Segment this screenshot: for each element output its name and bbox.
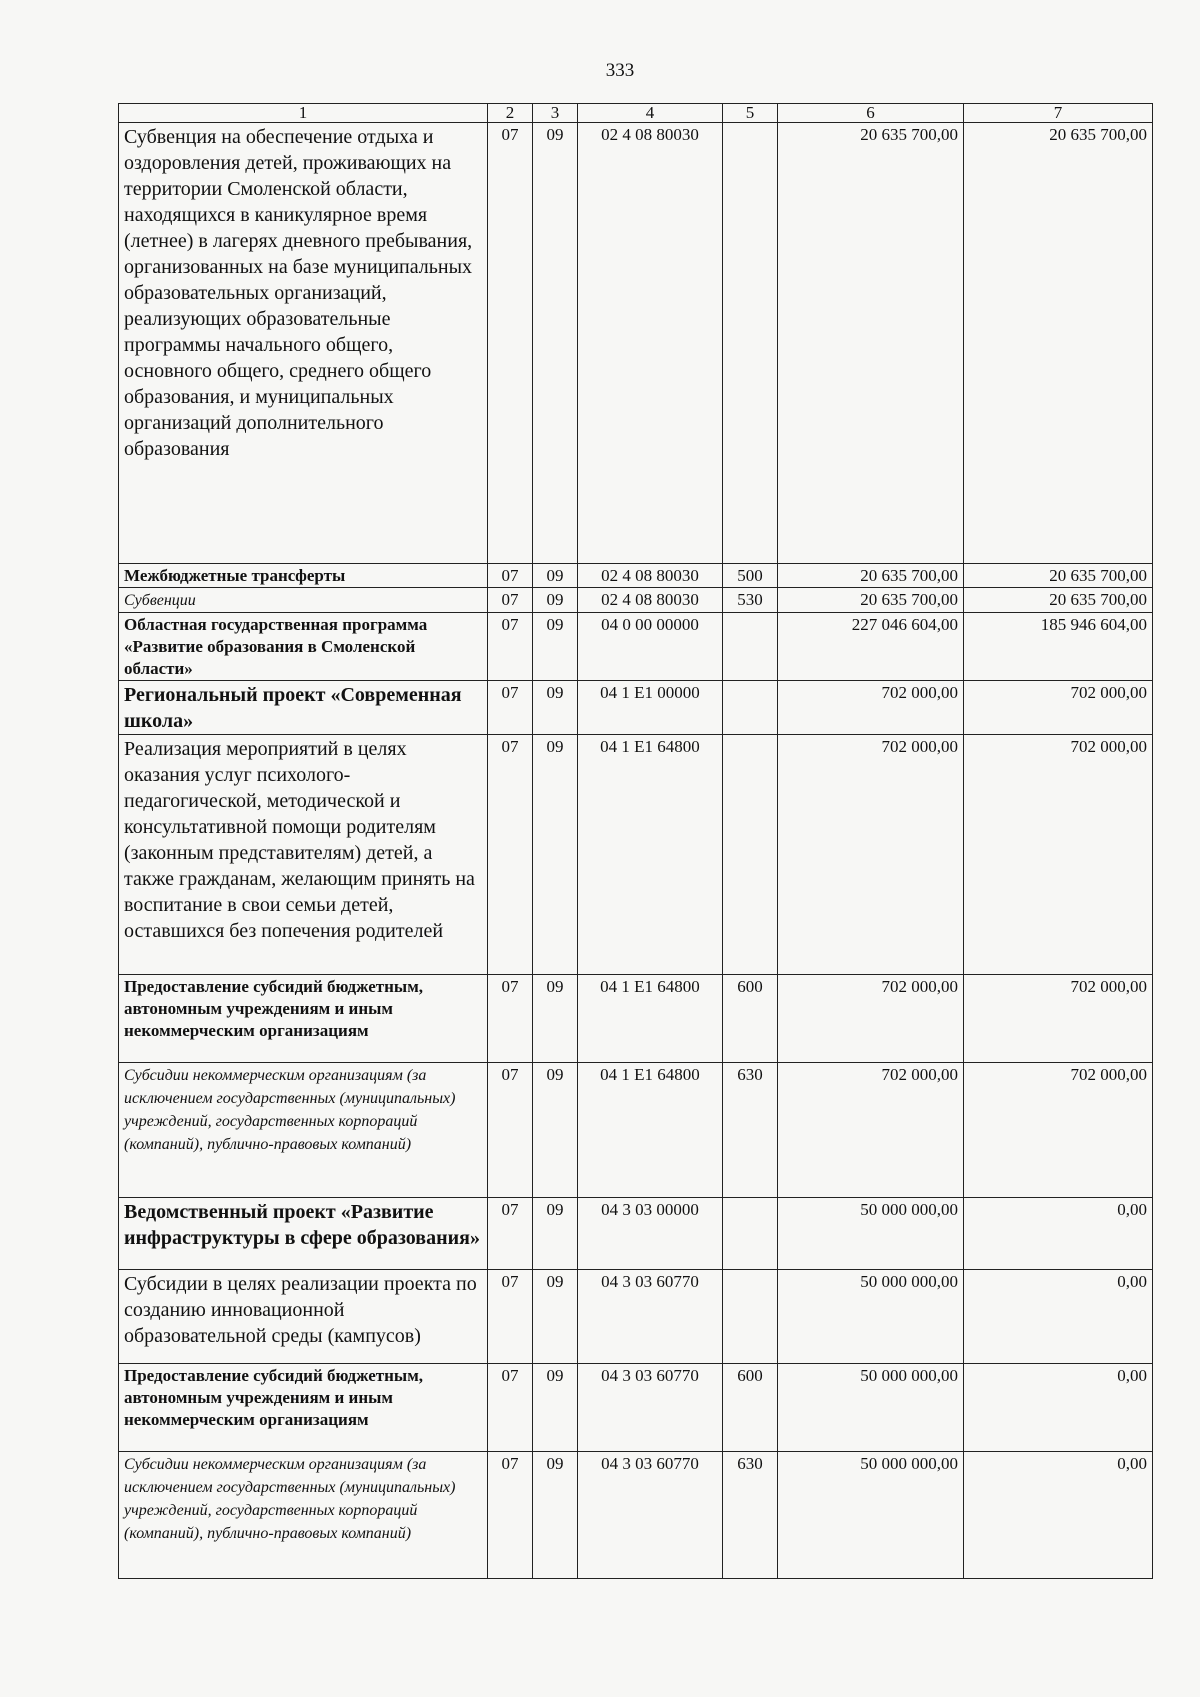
expense-type-cell: 600 [723, 1364, 778, 1452]
row-name-cell: Областная государственная программа «Развитие образования в Смоленской области» [119, 613, 488, 681]
target-article-cell: 04 3 03 60770 [578, 1452, 723, 1579]
subsection-code-cell: 09 [533, 564, 578, 588]
target-article-cell: 04 1 Е1 64800 [578, 735, 723, 975]
row-name-cell: Субсидии в целях реализации проекта по созданию инновационной образовательной среды (кампусов) [119, 1270, 488, 1364]
subsection-code-cell: 09 [533, 1063, 578, 1198]
row-name-cell: Субсидии некоммерческим организациям (за исключением государственных (муниципальных) учреждений, государственных корпораций (компаний), публично-правовых компаний) [119, 1452, 488, 1579]
header-col-2: 2 [488, 104, 533, 123]
target-article-cell: 04 1 Е1 64800 [578, 975, 723, 1063]
target-article-cell: 04 3 03 60770 [578, 1364, 723, 1452]
target-article-cell: 04 0 00 00000 [578, 613, 723, 681]
section-code-cell: 07 [488, 564, 533, 588]
header-col-1: 1 [119, 104, 488, 123]
section-code-cell: 07 [488, 1452, 533, 1579]
header-col-3: 3 [533, 104, 578, 123]
amount-year1-cell: 50 000 000,00 [778, 1270, 964, 1364]
section-code-cell: 07 [488, 681, 533, 735]
amount-year1-cell: 20 635 700,00 [778, 123, 964, 564]
amount-year2-cell: 185 946 604,00 [964, 613, 1153, 681]
section-code-cell: 07 [488, 1063, 533, 1198]
amount-year2-cell: 20 635 700,00 [964, 588, 1153, 613]
amount-year1-cell: 702 000,00 [778, 975, 964, 1063]
header-col-7: 7 [964, 104, 1153, 123]
page-number: 333 [605, 60, 635, 81]
table-row [119, 123, 1153, 564]
section-code-cell: 07 [488, 735, 533, 975]
target-article-cell: 04 3 03 60770 [578, 1270, 723, 1364]
section-code-cell: 07 [488, 1364, 533, 1452]
subsection-code-cell: 09 [533, 975, 578, 1063]
subsection-code-cell: 09 [533, 588, 578, 613]
row-name-cell: Предоставление субсидий бюджетным, автономным учреждениям и иным некоммерческим организациям [119, 975, 488, 1063]
expense-type-cell: 600 [723, 975, 778, 1063]
row-name-cell: Реализация мероприятий в целях оказания услуг психолого-педагогической, методической и консультативной помощи родителям (законным представителям) детей, а также гражданам, желающим принять на воспитание в свои семьи детей, оставшихся без попечения родителей [119, 735, 488, 975]
subsection-code-cell: 09 [533, 1364, 578, 1452]
expense-type-cell: 630 [723, 1063, 778, 1198]
row-name-cell: Субвенции [119, 588, 488, 613]
section-code-cell: 07 [488, 613, 533, 681]
subsection-code-cell: 09 [533, 681, 578, 735]
header-col-4: 4 [578, 104, 723, 123]
table-row [119, 588, 1153, 613]
row-name-cell: Ведомственный проект «Развитие инфраструктуры в сфере образования» [119, 1198, 488, 1270]
target-article-cell: 02 4 08 80030 [578, 588, 723, 613]
row-name-cell: Субсидии некоммерческим организациям (за исключением государственных (муниципальных) учреждений, государственных корпораций (компаний), публично-правовых компаний) [119, 1063, 488, 1198]
section-code-cell: 07 [488, 975, 533, 1063]
table-row [119, 681, 1153, 735]
section-code-cell: 07 [488, 1270, 533, 1364]
amount-year2-cell: 20 635 700,00 [964, 564, 1153, 588]
amount-year1-cell: 702 000,00 [778, 1063, 964, 1198]
amount-year2-cell: 702 000,00 [964, 975, 1153, 1063]
row-name-cell: Субвенция на обеспечение отдыха и оздоровления детей, проживающих на территории Смоленской области, находящихся в каникулярное время (летнее) в лагерях дневного пребывания, организованных на базе муниципальных образовательных организаций, реализующих образовательные программы начального общего, основного общего, среднего общего образования, и муниципальных организаций дополнительного образования [119, 123, 488, 564]
expense-type-cell [723, 681, 778, 735]
header-col-5: 5 [723, 104, 778, 123]
table-row [119, 1364, 1153, 1452]
table-row [119, 1452, 1153, 1579]
amount-year2-cell: 20 635 700,00 [964, 123, 1153, 564]
amount-year1-cell: 702 000,00 [778, 735, 964, 975]
amount-year2-cell: 702 000,00 [964, 735, 1153, 975]
amount-year2-cell: 0,00 [964, 1452, 1153, 1579]
row-name-cell: Предоставление субсидий бюджетным, автономным учреждениям и иным некоммерческим организациям [119, 1364, 488, 1452]
amount-year1-cell: 20 635 700,00 [778, 588, 964, 613]
amount-year2-cell: 702 000,00 [964, 1063, 1153, 1198]
table-row [119, 564, 1153, 588]
table-row [119, 613, 1153, 681]
table-row [119, 1270, 1153, 1364]
section-code-cell: 07 [488, 588, 533, 613]
row-name-cell: Региональный проект «Современная школа» [119, 681, 488, 735]
amount-year1-cell: 20 635 700,00 [778, 564, 964, 588]
table-body [119, 104, 1153, 1579]
amount-year1-cell: 227 046 604,00 [778, 613, 964, 681]
amount-year2-cell: 0,00 [964, 1364, 1153, 1452]
subsection-code-cell: 09 [533, 1198, 578, 1270]
subsection-code-cell: 09 [533, 613, 578, 681]
amount-year1-cell: 50 000 000,00 [778, 1198, 964, 1270]
amount-year2-cell: 702 000,00 [964, 681, 1153, 735]
target-article-cell: 04 1 Е1 00000 [578, 681, 723, 735]
table-row [119, 1198, 1153, 1270]
subsection-code-cell: 09 [533, 1452, 578, 1579]
row-name-cell: Межбюджетные трансферты [119, 564, 488, 588]
subsection-code-cell: 09 [533, 1270, 578, 1364]
expense-type-cell: 630 [723, 1452, 778, 1579]
expense-type-cell [723, 735, 778, 975]
amount-year2-cell: 0,00 [964, 1270, 1153, 1364]
expense-type-cell: 530 [723, 588, 778, 613]
section-code-cell: 07 [488, 123, 533, 564]
amount-year1-cell: 50 000 000,00 [778, 1452, 964, 1579]
amount-year2-cell: 0,00 [964, 1198, 1153, 1270]
table-row [119, 735, 1153, 975]
target-article-cell: 04 1 Е1 64800 [578, 1063, 723, 1198]
amount-year1-cell: 50 000 000,00 [778, 1364, 964, 1452]
expense-type-cell: 500 [723, 564, 778, 588]
expense-type-cell [723, 123, 778, 564]
expense-type-cell [723, 613, 778, 681]
target-article-cell: 04 3 03 00000 [578, 1198, 723, 1270]
table-row [119, 1063, 1153, 1198]
table-row [119, 975, 1153, 1063]
target-article-cell: 02 4 08 80030 [578, 123, 723, 564]
target-article-cell: 02 4 08 80030 [578, 564, 723, 588]
header-col-6: 6 [778, 104, 964, 123]
section-code-cell: 07 [488, 1198, 533, 1270]
expense-type-cell [723, 1198, 778, 1270]
expense-type-cell [723, 1270, 778, 1364]
subsection-code-cell: 09 [533, 123, 578, 564]
subsection-code-cell: 09 [533, 735, 578, 975]
budget-table [118, 103, 1153, 1579]
table-header-row [119, 104, 1153, 123]
amount-year1-cell: 702 000,00 [778, 681, 964, 735]
